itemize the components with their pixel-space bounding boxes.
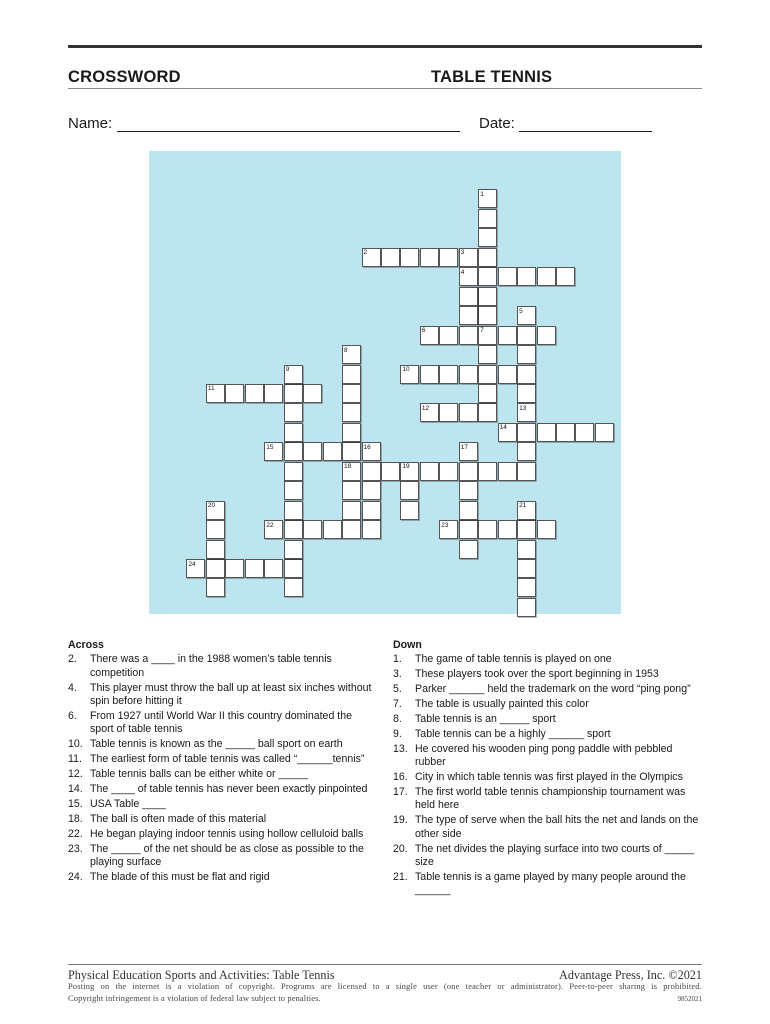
clue-text: The ____ of table tennis has never been exactly pinpointed	[90, 783, 368, 796]
crossword-cell[interactable]	[517, 442, 536, 461]
clue-number-label: 7	[480, 327, 484, 335]
crossword-cell[interactable]	[284, 540, 303, 559]
clue-number-label: 23	[441, 521, 449, 529]
down-clue	[393, 843, 705, 870]
across-clue	[68, 871, 378, 884]
date-field[interactable]	[519, 131, 652, 132]
clue-number-label: 15	[266, 443, 274, 451]
crossword-cell[interactable]	[362, 481, 381, 500]
across-clue	[68, 710, 378, 737]
down-clue	[393, 814, 705, 841]
down-clue	[393, 653, 705, 666]
crossword-cell[interactable]	[381, 248, 400, 267]
crossword-cell[interactable]	[575, 423, 594, 442]
crossword-cell[interactable]	[284, 559, 303, 578]
crossword-cell[interactable]	[284, 481, 303, 500]
crossword-cell[interactable]	[439, 403, 458, 422]
across-clue	[68, 828, 378, 841]
crossword-cell[interactable]	[439, 462, 458, 481]
clue-number-label: 22	[266, 521, 274, 529]
clue-number: 14.	[68, 783, 83, 796]
across-clue	[68, 813, 378, 826]
name-label: Name:	[68, 115, 113, 132]
crossword-cell[interactable]	[362, 462, 381, 481]
footer-publisher: Advantage Press, Inc. ©2021	[559, 968, 702, 982]
crossword-cell[interactable]	[342, 442, 361, 461]
crossword-cell[interactable]	[420, 365, 439, 384]
across-heading: Across	[68, 639, 104, 651]
clue-number: 1.	[393, 653, 402, 666]
crossword-cell[interactable]	[517, 578, 536, 597]
crossword-cell[interactable]	[478, 306, 497, 325]
clue-text: Parker ______ held the trademark on the word “ping pong”	[415, 683, 691, 696]
clue-text: The net divides the playing surface into two courts of _____ size	[415, 842, 695, 869]
crossword-cell[interactable]	[459, 462, 478, 481]
down-clues	[393, 639, 705, 899]
worksheet-topic-title: TABLE TENNIS	[431, 68, 553, 86]
crossword-cell[interactable]	[245, 559, 264, 578]
copyright-notice: Posting on the internet is a violation of copyright. Programs are licensed to a single user (one teacher or administrator). Peer-to-peer sharing is prohibited.	[68, 982, 702, 991]
crossword-cell[interactable]	[459, 481, 478, 500]
down-clue	[393, 771, 705, 784]
clue-number-label: 16	[363, 443, 371, 451]
clue-number-label: 18	[344, 463, 352, 471]
clue-number: 24.	[68, 871, 83, 883]
clue-number: 15.	[68, 797, 83, 810]
down-clue	[393, 713, 705, 726]
across-clue	[68, 843, 378, 870]
crossword-cell[interactable]	[206, 559, 225, 578]
clue-number-label: 3	[460, 249, 465, 257]
crossword-cell[interactable]	[478, 365, 497, 384]
clue-number-label: 1	[480, 190, 484, 198]
clue-number: 9.	[393, 727, 402, 740]
clue-number-label: 9	[285, 366, 290, 373]
crossword-cell[interactable]	[478, 520, 497, 539]
clue-number-label: 17	[460, 443, 468, 451]
crossword-cell[interactable]	[284, 384, 303, 403]
crossword-cell[interactable]	[595, 423, 614, 442]
clue-number-label: 12	[421, 404, 430, 412]
down-clue	[393, 668, 705, 681]
crossword-cell[interactable]	[537, 267, 556, 286]
crossword-cell[interactable]	[439, 326, 458, 345]
clue-number: 17.	[393, 786, 408, 799]
clue-text: Table tennis can be a highly ______ sport	[415, 727, 611, 740]
across-clue	[68, 768, 378, 781]
crossword-cell[interactable]	[459, 287, 478, 306]
across-clues	[68, 639, 378, 886]
clue-number-label: 11	[207, 385, 215, 393]
clue-number: 7.	[393, 698, 402, 711]
crossword-cell[interactable]	[342, 365, 361, 384]
clue-text: The earliest form of table tennis was called “______tennis”	[90, 753, 365, 766]
copyright-warning: Copyright infringement is a violation of federal law subject to penalties.	[68, 994, 321, 1003]
crossword-cell[interactable]	[284, 442, 303, 461]
clue-number: 13.	[393, 742, 408, 755]
clue-number: 23.	[68, 842, 83, 855]
clue-text: Table tennis is a game played by many people around the ______	[415, 871, 686, 897]
crossword-cell[interactable]	[264, 384, 283, 403]
crossword-cell[interactable]	[342, 384, 361, 403]
crossword-cell[interactable]	[439, 365, 458, 384]
header-divider	[68, 88, 702, 89]
clue-number-label: 10	[402, 366, 410, 373]
crossword-cell[interactable]	[284, 578, 303, 597]
crossword-cell[interactable]	[362, 501, 381, 520]
crossword-cell[interactable]	[206, 578, 225, 597]
crossword-cell[interactable]	[459, 540, 478, 559]
clue-number-label: 8	[344, 346, 348, 354]
clue-number: 12.	[68, 768, 83, 781]
crossword-cell[interactable]	[284, 423, 303, 442]
crossword-cell[interactable]	[439, 248, 458, 267]
crossword-cell[interactable]	[517, 326, 536, 345]
crossword-cell[interactable]	[342, 520, 361, 539]
clue-text: Table tennis is known as the _____ ball sport on earth	[90, 738, 343, 751]
crossword-cell[interactable]	[342, 423, 361, 442]
crossword-cell[interactable]	[517, 540, 536, 559]
clue-number: 21.	[393, 871, 408, 883]
crossword-cell[interactable]	[517, 345, 536, 364]
clue-number: 10.	[68, 738, 83, 751]
crossword-cell[interactable]	[498, 462, 517, 481]
across-clue	[68, 682, 378, 709]
crossword-cell[interactable]	[498, 326, 517, 345]
top-rule	[68, 45, 702, 48]
crossword-cell[interactable]	[556, 267, 575, 286]
crossword-cell[interactable]	[498, 267, 517, 286]
clue-number: 4.	[68, 681, 77, 694]
crossword-cell[interactable]	[206, 540, 225, 559]
clue-number-label: 24	[188, 560, 196, 568]
clue-text: This player must throw the ball up at least six inches without spin before hitting it	[90, 681, 372, 708]
clue-text: USA Table ____	[90, 797, 166, 810]
crossword-cell[interactable]	[225, 559, 244, 578]
clue-number-label: 2	[363, 249, 368, 257]
crossword-cell[interactable]	[400, 481, 419, 500]
across-clue	[68, 653, 378, 680]
clue-number: 11.	[68, 753, 82, 766]
crossword-cell[interactable]	[478, 248, 497, 267]
date-label: Date:	[479, 115, 515, 132]
crossword-cell[interactable]	[498, 365, 517, 384]
worksheet-type-title: CROSSWORD	[68, 68, 181, 86]
clue-text: City in which table tennis was first played in the Olympics	[415, 771, 683, 784]
crossword-cell[interactable]	[478, 228, 497, 247]
crossword-cell[interactable]	[362, 520, 381, 539]
crossword-cell[interactable]	[303, 520, 322, 539]
down-heading: Down	[393, 639, 422, 651]
crossword-cell[interactable]	[264, 559, 283, 578]
clue-text: There was a ____ in the 1988 women’s table tennis competition	[90, 653, 332, 679]
crossword-cell[interactable]	[206, 520, 225, 539]
crossword-cell[interactable]	[420, 462, 439, 481]
down-clue	[393, 871, 705, 898]
crossword-cell[interactable]	[284, 520, 303, 539]
footer-title: Physical Education Sports and Activities: Table Tennis	[68, 968, 335, 982]
clue-number-label: 4	[460, 268, 465, 276]
clue-number: 19.	[393, 814, 408, 827]
clue-number-label: 21	[519, 502, 527, 510]
clue-number-label: 19	[402, 463, 410, 471]
crossword-cell[interactable]	[284, 501, 303, 520]
clue-number-label: 14	[499, 424, 507, 432]
down-clue	[393, 743, 705, 770]
across-clue	[68, 783, 378, 796]
crossword-cell[interactable]	[517, 267, 536, 286]
product-code: 9852021	[677, 995, 702, 1003]
clue-text: From 1927 until World War II this country dominated the sport of table tennis	[90, 710, 353, 736]
crossword-cell[interactable]	[459, 306, 478, 325]
crossword-cell[interactable]	[478, 209, 497, 228]
crossword-cell[interactable]	[517, 365, 536, 384]
crossword-cell[interactable]	[478, 403, 497, 422]
crossword-cell[interactable]	[537, 520, 556, 539]
clue-text: The ball is often made of this material	[90, 812, 267, 825]
across-clue	[68, 798, 378, 811]
clue-text: He covered his wooden ping pong paddle with pebbled rubber	[415, 742, 673, 769]
clue-number-label: 20	[207, 502, 216, 510]
crossword-cell[interactable]	[478, 287, 497, 306]
crossword-cell[interactable]	[323, 520, 342, 539]
crossword-cell[interactable]	[459, 501, 478, 520]
down-clue	[393, 698, 705, 711]
clue-number-label: 6	[421, 327, 426, 335]
clue-number: 3.	[393, 668, 402, 681]
crossword-cell[interactable]	[420, 248, 439, 267]
crossword-cell[interactable]	[284, 403, 303, 422]
across-clue	[68, 738, 378, 751]
clue-number: 2.	[68, 653, 77, 666]
clue-number: 8.	[393, 713, 402, 726]
crossword-cell[interactable]	[517, 598, 536, 617]
clue-text: The type of serve when the ball hits the net and lands on the other side	[415, 814, 699, 840]
clue-number: 20.	[393, 842, 408, 855]
crossword-cell[interactable]	[498, 520, 517, 539]
clue-text: Table tennis balls can be either white or _____	[90, 768, 308, 781]
clue-number: 5.	[393, 683, 402, 696]
clue-number: 18.	[68, 812, 83, 825]
clue-text: These players took over the sport beginning in 1953	[415, 668, 659, 681]
crossword-cell[interactable]	[517, 520, 536, 539]
crossword-cell[interactable]	[478, 462, 497, 481]
crossword-cell[interactable]	[342, 501, 361, 520]
crossword-cell[interactable]	[459, 403, 478, 422]
name-field[interactable]	[117, 131, 460, 132]
crossword-cell[interactable]	[459, 326, 478, 345]
crossword-cell[interactable]	[478, 345, 497, 364]
down-clue	[393, 683, 705, 696]
crossword-grid	[149, 151, 621, 614]
clue-text: The first world table tennis championship tournament was held here	[415, 786, 686, 812]
crossword-cell[interactable]	[517, 423, 536, 442]
crossword-cell[interactable]	[303, 442, 322, 461]
across-clue	[68, 753, 378, 766]
clue-text: The blade of this must be flat and rigid	[90, 871, 270, 883]
crossword-cell[interactable]	[517, 384, 536, 403]
crossword-cell[interactable]	[517, 462, 536, 481]
crossword-cell[interactable]	[225, 384, 244, 403]
clue-text: He began playing indoor tennis using hollow celluloid balls	[90, 827, 364, 840]
clue-number: 22.	[68, 827, 83, 840]
footer-divider	[68, 964, 702, 965]
crossword-cell[interactable]	[400, 501, 419, 520]
down-clue	[393, 728, 705, 741]
crossword-cell[interactable]	[303, 384, 322, 403]
clue-text: The _____ of the net should be as close as possible to the playing surface	[90, 842, 364, 869]
down-clue	[393, 786, 705, 813]
crossword-cell[interactable]	[245, 384, 264, 403]
crossword-cell[interactable]	[537, 423, 556, 442]
clue-number-label: 13	[519, 404, 527, 412]
crossword-cell[interactable]	[342, 481, 361, 500]
crossword-cell[interactable]	[517, 559, 536, 578]
clue-text: The game of table tennis is played on one	[415, 653, 612, 666]
crossword-cell[interactable]	[459, 520, 478, 539]
crossword-cell[interactable]	[478, 267, 497, 286]
clue-text: Table tennis is an _____ sport	[415, 713, 556, 726]
crossword-cell[interactable]	[556, 423, 575, 442]
crossword-cell[interactable]	[537, 326, 556, 345]
crossword-cell[interactable]	[400, 248, 419, 267]
crossword-cell[interactable]	[381, 462, 400, 481]
crossword-cell[interactable]	[284, 462, 303, 481]
clue-number: 16.	[393, 771, 408, 784]
crossword-cell[interactable]	[342, 403, 361, 422]
clue-text: The table is usually painted this color	[415, 698, 589, 711]
crossword-cell[interactable]	[323, 442, 342, 461]
crossword-cell[interactable]	[459, 365, 478, 384]
crossword-cell[interactable]	[478, 384, 497, 403]
clue-number: 6.	[68, 710, 77, 723]
clue-number-label: 5	[519, 307, 523, 315]
